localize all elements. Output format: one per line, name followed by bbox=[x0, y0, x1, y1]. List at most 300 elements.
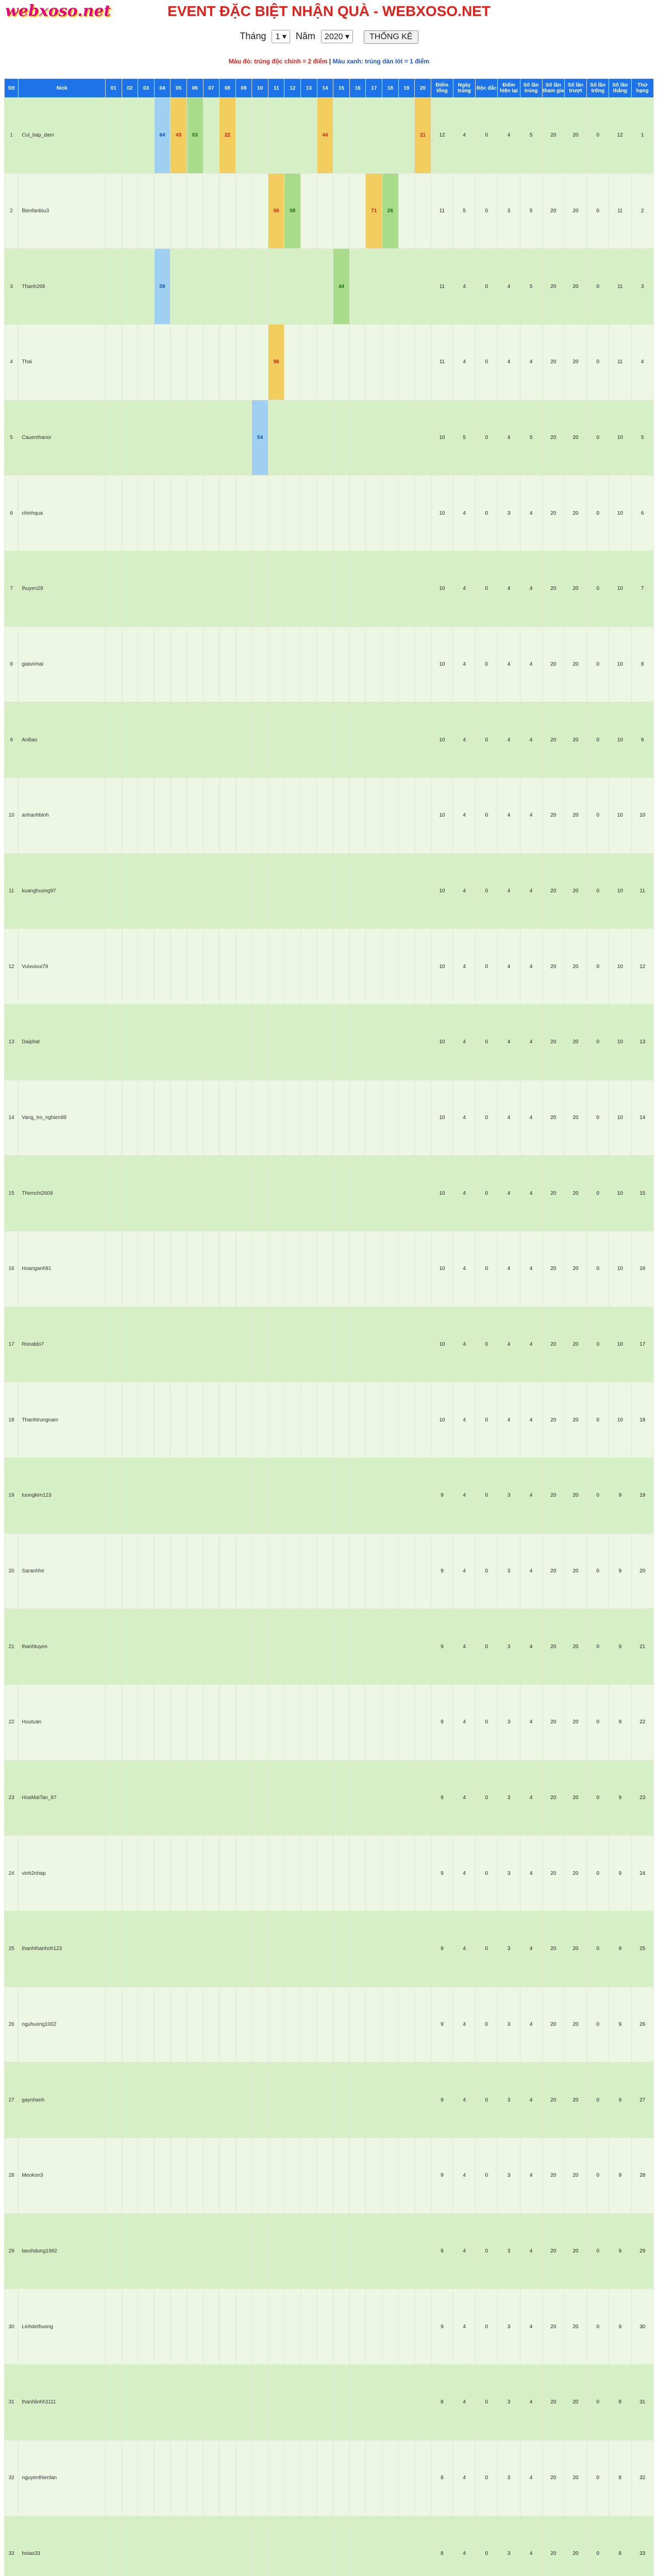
day-cell bbox=[203, 551, 220, 627]
scoring-legend bbox=[0, 58, 658, 65]
day-cell bbox=[252, 929, 268, 1005]
day-cell bbox=[317, 476, 333, 551]
stat-cell: 22 bbox=[631, 1685, 654, 1760]
row-nick[interactable]: thanhtuyen bbox=[19, 1609, 106, 1685]
day-cell bbox=[171, 1458, 187, 1534]
stat-cell: 10 bbox=[431, 1231, 453, 1307]
day-cell bbox=[252, 2440, 268, 2516]
day-cell bbox=[187, 929, 203, 1005]
day-cell bbox=[415, 2365, 431, 2441]
stat-cell: 0 bbox=[476, 853, 498, 929]
column-header: Thứ hạng bbox=[631, 79, 654, 98]
stat-cell: 4 bbox=[498, 626, 520, 702]
stat-cell: 0 bbox=[476, 1005, 498, 1080]
day-cell bbox=[333, 551, 350, 627]
stat-cell: 4 bbox=[453, 1836, 476, 1911]
day-cell bbox=[122, 2365, 138, 2441]
day-cell bbox=[105, 853, 122, 929]
stat-cell: 20 bbox=[542, 1760, 564, 1836]
day-cell bbox=[122, 98, 138, 174]
row-nick[interactable]: Vuivuivui79 bbox=[19, 929, 106, 1005]
stat-cell: 9 bbox=[431, 2138, 453, 2214]
day-cell bbox=[203, 476, 220, 551]
day-cell bbox=[235, 1911, 252, 1987]
column-header: Ngày trúng bbox=[453, 79, 476, 98]
table-row bbox=[5, 1836, 654, 1911]
stat-cell: 12 bbox=[631, 929, 654, 1005]
row-nick[interactable]: tuongkim123 bbox=[19, 1458, 106, 1534]
stat-cell: 11 bbox=[609, 325, 631, 400]
stat-cell: 9 bbox=[609, 1911, 631, 1987]
stat-cell: 0 bbox=[587, 1836, 609, 1911]
day-cell bbox=[154, 1005, 171, 1080]
day-cell bbox=[301, 98, 317, 174]
day-cell bbox=[138, 1911, 155, 1987]
day-cell bbox=[284, 853, 301, 929]
day-cell bbox=[122, 778, 138, 854]
day-cell bbox=[203, 400, 220, 476]
day-cell bbox=[203, 2516, 220, 2576]
stat-cell: 0 bbox=[587, 1533, 609, 1609]
day-cell bbox=[154, 2138, 171, 2214]
row-nick[interactable]: Saranhhe bbox=[19, 1533, 106, 1609]
stat-cell: 9 bbox=[609, 1533, 631, 1609]
stat-cell: 0 bbox=[476, 249, 498, 325]
day-cell bbox=[349, 551, 366, 627]
row-nick[interactable]: Meokon3 bbox=[19, 2138, 106, 2214]
day-cell bbox=[105, 2213, 122, 2289]
stat-cell: 30 bbox=[631, 2289, 654, 2365]
day-cell bbox=[333, 1533, 350, 1609]
stat-cell: 4 bbox=[520, 1685, 542, 1760]
day-cell bbox=[398, 778, 415, 854]
day-cell bbox=[317, 2138, 333, 2214]
day-cell bbox=[235, 325, 252, 400]
day-cell bbox=[220, 1836, 236, 1911]
site-logo[interactable]: webxoso.net bbox=[5, 2, 111, 20]
day-cell bbox=[122, 1609, 138, 1685]
year-select[interactable]: 2020 ▾ bbox=[321, 30, 353, 43]
stat-cell: 4 bbox=[453, 1911, 476, 1987]
day-cell bbox=[366, 1156, 382, 1231]
day-cell bbox=[105, 173, 122, 249]
stat-cell: 20 bbox=[542, 853, 564, 929]
day-cell bbox=[317, 1533, 333, 1609]
day-cell bbox=[105, 1231, 122, 1307]
day-cell bbox=[398, 2138, 415, 2214]
stat-cell: 8 bbox=[609, 2440, 631, 2516]
day-cell bbox=[252, 1685, 268, 1760]
day-cell bbox=[138, 476, 155, 551]
stat-cell: 20 bbox=[542, 1533, 564, 1609]
day-cell bbox=[154, 1836, 171, 1911]
day-cell bbox=[284, 702, 301, 778]
row-nick[interactable]: thuyen29 bbox=[19, 551, 106, 627]
stat-cell: 20 bbox=[542, 2062, 564, 2138]
day-cell bbox=[252, 1533, 268, 1609]
row-nick[interactable]: Linhdethuong bbox=[19, 2289, 106, 2365]
row-nick[interactable]: Thai bbox=[19, 325, 106, 400]
stat-cell: 4 bbox=[453, 1458, 476, 1534]
day-cell bbox=[398, 551, 415, 627]
stat-cell: 20 bbox=[631, 1533, 654, 1609]
stat-cell: 10 bbox=[431, 1156, 453, 1231]
stat-cell: 10 bbox=[431, 1080, 453, 1156]
day-cell bbox=[382, 325, 399, 400]
day-cell bbox=[333, 173, 350, 249]
day-cell bbox=[349, 1382, 366, 1458]
stat-cell: 4 bbox=[520, 1836, 542, 1911]
day-cell bbox=[138, 626, 155, 702]
stat-cell: 8 bbox=[431, 2440, 453, 2516]
table-row bbox=[5, 1760, 654, 1836]
day-cell bbox=[220, 1760, 236, 1836]
day-cell bbox=[187, 1156, 203, 1231]
row-nick[interactable]: Daiphat bbox=[19, 1005, 106, 1080]
stat-cell: 20 bbox=[542, 1382, 564, 1458]
day-cell bbox=[333, 1156, 350, 1231]
stats-submit-button[interactable]: THỐNG KÊ bbox=[364, 30, 418, 44]
day-cell bbox=[220, 853, 236, 929]
day-cell bbox=[105, 1685, 122, 1760]
row-nick[interactable]: hoiao33 bbox=[19, 2516, 106, 2576]
row-nick[interactable]: kuanghuong97 bbox=[19, 853, 106, 929]
stat-cell: 20 bbox=[542, 249, 564, 325]
stat-cell: 9 bbox=[431, 1987, 453, 2062]
day-cell bbox=[235, 551, 252, 627]
day-cell bbox=[187, 1836, 203, 1911]
day-cell bbox=[382, 626, 399, 702]
day-cell: 09 bbox=[154, 249, 171, 325]
day-cell bbox=[301, 2365, 317, 2441]
row-nick[interactable]: thanhlinhh1111 bbox=[19, 2365, 106, 2441]
day-cell bbox=[284, 2213, 301, 2289]
column-header: 01 bbox=[105, 79, 122, 98]
row-rank: 1 bbox=[5, 98, 19, 174]
day-cell bbox=[382, 2516, 399, 2576]
day-cell bbox=[138, 2062, 155, 2138]
day-cell bbox=[105, 1911, 122, 1987]
day-cell bbox=[349, 1685, 366, 1760]
column-header: Số lần trúng bbox=[520, 79, 542, 98]
day-cell bbox=[154, 929, 171, 1005]
day-cell bbox=[154, 173, 171, 249]
day-cell bbox=[317, 1382, 333, 1458]
stat-cell: 20 bbox=[542, 2440, 564, 2516]
stat-cell: 4 bbox=[453, 2516, 476, 2576]
row-nick[interactable]: Ronaldo7 bbox=[19, 1307, 106, 1382]
day-cell bbox=[187, 702, 203, 778]
stat-cell: 11 bbox=[431, 249, 453, 325]
stat-cell: 10 bbox=[431, 1307, 453, 1382]
day-cell bbox=[138, 2213, 155, 2289]
day-cell bbox=[122, 2213, 138, 2289]
stat-cell: 4 bbox=[453, 929, 476, 1005]
day-cell bbox=[382, 1231, 399, 1307]
row-nick[interactable]: vinh2nhap bbox=[19, 1836, 106, 1911]
stat-cell: 17 bbox=[631, 1307, 654, 1382]
stat-cell: 4 bbox=[520, 2289, 542, 2365]
day-cell bbox=[105, 2289, 122, 2365]
day-cell bbox=[398, 1533, 415, 1609]
day-cell bbox=[301, 2062, 317, 2138]
day-cell bbox=[105, 2062, 122, 2138]
day-cell bbox=[268, 1005, 284, 1080]
stat-cell: 4 bbox=[453, 1307, 476, 1382]
day-cell bbox=[235, 1685, 252, 1760]
day-cell bbox=[301, 1080, 317, 1156]
day-cell bbox=[268, 1382, 284, 1458]
day-cell bbox=[398, 400, 415, 476]
day-cell bbox=[203, 2440, 220, 2516]
row-nick[interactable]: Vang_tro_nghien89 bbox=[19, 1080, 106, 1156]
table-row bbox=[5, 702, 654, 778]
day-cell bbox=[203, 325, 220, 400]
row-nick[interactable]: gaynhanh bbox=[19, 2062, 106, 2138]
day-cell bbox=[203, 1987, 220, 2062]
day-cell bbox=[171, 1911, 187, 1987]
day-cell bbox=[171, 1609, 187, 1685]
column-header: 16 bbox=[349, 79, 366, 98]
stat-cell: 20 bbox=[542, 1836, 564, 1911]
day-cell bbox=[398, 2365, 415, 2441]
day-cell bbox=[349, 2062, 366, 2138]
day-cell bbox=[187, 1685, 203, 1760]
row-nick[interactable]: Hoanganh91 bbox=[19, 1231, 106, 1307]
day-cell bbox=[333, 1307, 350, 1382]
stat-cell: 3 bbox=[498, 2516, 520, 2576]
day-cell bbox=[366, 1382, 382, 1458]
day-cell bbox=[398, 1836, 415, 1911]
day-cell bbox=[171, 1080, 187, 1156]
stat-cell: 20 bbox=[564, 2289, 586, 2365]
table-row bbox=[5, 2516, 654, 2576]
day-cell bbox=[122, 1156, 138, 1231]
stat-cell: 0 bbox=[476, 2213, 498, 2289]
day-cell bbox=[398, 98, 415, 174]
day-cell: 03 bbox=[187, 98, 203, 174]
day-cell bbox=[333, 1836, 350, 1911]
stat-cell: 3 bbox=[498, 173, 520, 249]
day-cell bbox=[187, 1911, 203, 1987]
day-cell bbox=[154, 1307, 171, 1382]
row-nick[interactable]: HoaMaiTan_87 bbox=[19, 1760, 106, 1836]
row-nick[interactable]: AnBao bbox=[19, 702, 106, 778]
stat-cell: 0 bbox=[587, 173, 609, 249]
row-rank: 4 bbox=[5, 325, 19, 400]
stat-cell: 20 bbox=[564, 702, 586, 778]
stat-cell: 4 bbox=[520, 1156, 542, 1231]
day-cell bbox=[105, 1458, 122, 1534]
day-cell bbox=[171, 1382, 187, 1458]
row-nick[interactable]: Cui_bap_dam bbox=[19, 98, 106, 174]
row-nick[interactable]: nguyenthienlan bbox=[19, 2440, 106, 2516]
day-cell bbox=[268, 476, 284, 551]
day-cell bbox=[349, 1911, 366, 1987]
stat-cell: 20 bbox=[564, 2213, 586, 2289]
day-cell bbox=[154, 2440, 171, 2516]
day-cell bbox=[252, 2516, 268, 2576]
day-cell bbox=[220, 1156, 236, 1231]
day-cell bbox=[203, 1080, 220, 1156]
stat-cell: 20 bbox=[564, 1911, 586, 1987]
column-header: 05 bbox=[171, 79, 187, 98]
day-cell bbox=[317, 702, 333, 778]
row-rank: 15 bbox=[5, 1156, 19, 1231]
day-cell bbox=[220, 551, 236, 627]
stat-cell: 4 bbox=[520, 1307, 542, 1382]
table-row bbox=[5, 1005, 654, 1080]
stat-cell: 3 bbox=[498, 2289, 520, 2365]
day-cell bbox=[252, 853, 268, 929]
day-cell bbox=[203, 1760, 220, 1836]
day-cell bbox=[252, 778, 268, 854]
day-cell bbox=[366, 2289, 382, 2365]
row-nick[interactable]: anhanhbinh bbox=[19, 778, 106, 854]
day-cell bbox=[301, 929, 317, 1005]
day-cell bbox=[366, 2440, 382, 2516]
stat-cell: 5 bbox=[520, 98, 542, 174]
table-row bbox=[5, 1231, 654, 1307]
day-cell bbox=[268, 2289, 284, 2365]
table-row bbox=[5, 1911, 654, 1987]
day-cell bbox=[398, 249, 415, 325]
day-cell bbox=[268, 2440, 284, 2516]
stat-cell: 4 bbox=[498, 853, 520, 929]
stat-cell: 4 bbox=[498, 551, 520, 627]
day-cell bbox=[349, 476, 366, 551]
day-cell bbox=[317, 929, 333, 1005]
stat-cell: 4 bbox=[520, 1533, 542, 1609]
stat-cell: 9 bbox=[609, 2062, 631, 2138]
stat-cell: 9 bbox=[431, 1533, 453, 1609]
month-select[interactable]: 1 ▾ bbox=[272, 30, 290, 43]
stat-cell: 20 bbox=[564, 1156, 586, 1231]
day-cell bbox=[235, 1836, 252, 1911]
row-nick[interactable]: thanhthanhnh123 bbox=[19, 1911, 106, 1987]
stat-cell: 20 bbox=[564, 2516, 586, 2576]
row-rank: 2 bbox=[5, 173, 19, 249]
stat-cell: 4 bbox=[498, 400, 520, 476]
day-cell bbox=[415, 2440, 431, 2516]
day-cell bbox=[122, 853, 138, 929]
day-cell bbox=[122, 929, 138, 1005]
stat-cell: 10 bbox=[609, 400, 631, 476]
row-nick[interactable]: Bienfanbiu3 bbox=[19, 173, 106, 249]
day-cell bbox=[284, 2138, 301, 2214]
row-nick[interactable]: nguhuong1002 bbox=[19, 1987, 106, 2062]
day-cell bbox=[349, 1307, 366, 1382]
day-cell bbox=[317, 173, 333, 249]
day-cell bbox=[220, 2213, 236, 2289]
day-cell bbox=[333, 1005, 350, 1080]
day-cell bbox=[138, 1005, 155, 1080]
day-cell bbox=[122, 1760, 138, 1836]
row-rank: 27 bbox=[5, 2062, 19, 2138]
stat-cell: 10 bbox=[609, 1382, 631, 1458]
day-cell bbox=[138, 778, 155, 854]
day-cell bbox=[415, 2516, 431, 2576]
day-cell bbox=[187, 1307, 203, 1382]
day-cell bbox=[105, 476, 122, 551]
row-nick[interactable]: Thanhtrungnam bbox=[19, 1382, 106, 1458]
stat-cell: 10 bbox=[609, 551, 631, 627]
row-nick[interactable]: Thienchi2609 bbox=[19, 1156, 106, 1231]
stat-cell: 4 bbox=[520, 2062, 542, 2138]
stat-cell: 9 bbox=[431, 1609, 453, 1685]
stat-cell: 4 bbox=[520, 325, 542, 400]
day-cell bbox=[252, 1760, 268, 1836]
day-cell bbox=[252, 1458, 268, 1534]
stat-cell: 20 bbox=[564, 98, 586, 174]
stat-cell: 9 bbox=[431, 2289, 453, 2365]
stat-cell: 4 bbox=[498, 1382, 520, 1458]
column-header: 12 bbox=[284, 79, 301, 98]
stat-cell: 13 bbox=[631, 1005, 654, 1080]
stat-cell: 4 bbox=[498, 98, 520, 174]
day-cell bbox=[220, 1533, 236, 1609]
stat-cell: 10 bbox=[431, 929, 453, 1005]
day-cell bbox=[366, 1080, 382, 1156]
stat-cell: 21 bbox=[631, 1609, 654, 1685]
stat-cell: 3 bbox=[498, 1760, 520, 1836]
row-nick[interactable]: giaivinhai bbox=[19, 626, 106, 702]
day-cell bbox=[398, 173, 415, 249]
stat-cell: 4 bbox=[453, 702, 476, 778]
stat-cell: 20 bbox=[564, 1307, 586, 1382]
day-cell bbox=[349, 1156, 366, 1231]
day-cell bbox=[138, 1987, 155, 2062]
stat-cell: 3 bbox=[498, 2138, 520, 2214]
day-cell bbox=[171, 2440, 187, 2516]
day-cell bbox=[366, 1836, 382, 1911]
day-cell bbox=[171, 1836, 187, 1911]
day-cell bbox=[333, 2213, 350, 2289]
stat-cell: 29 bbox=[631, 2213, 654, 2289]
row-nick[interactable]: chinhqua bbox=[19, 476, 106, 551]
day-cell bbox=[333, 2365, 350, 2441]
stat-cell: 26 bbox=[631, 1987, 654, 2062]
day-cell bbox=[252, 1156, 268, 1231]
day-cell bbox=[171, 702, 187, 778]
row-nick[interactable]: Cauemhanoi bbox=[19, 400, 106, 476]
row-rank: 3 bbox=[5, 249, 19, 325]
day-cell bbox=[138, 2365, 155, 2441]
day-cell bbox=[235, 2138, 252, 2214]
day-cell bbox=[415, 1685, 431, 1760]
row-nick[interactable]: lasohdung1992 bbox=[19, 2213, 106, 2289]
day-cell bbox=[398, 1382, 415, 1458]
day-cell bbox=[220, 626, 236, 702]
row-nick[interactable]: Huutuan bbox=[19, 1685, 106, 1760]
stat-cell: 16 bbox=[631, 1231, 654, 1307]
day-cell bbox=[203, 1005, 220, 1080]
day-cell bbox=[122, 1685, 138, 1760]
table-row bbox=[5, 1382, 654, 1458]
day-cell bbox=[382, 1156, 399, 1231]
day-cell bbox=[366, 98, 382, 174]
stat-cell: 20 bbox=[542, 400, 564, 476]
day-cell bbox=[138, 400, 155, 476]
day-cell bbox=[415, 551, 431, 627]
stat-cell: 3 bbox=[498, 1685, 520, 1760]
day-cell bbox=[122, 2138, 138, 2214]
day-cell bbox=[171, 400, 187, 476]
day-cell bbox=[268, 2138, 284, 2214]
day-cell bbox=[122, 1836, 138, 1911]
row-nick[interactable]: Thanh268 bbox=[19, 249, 106, 325]
stat-cell: 4 bbox=[520, 626, 542, 702]
